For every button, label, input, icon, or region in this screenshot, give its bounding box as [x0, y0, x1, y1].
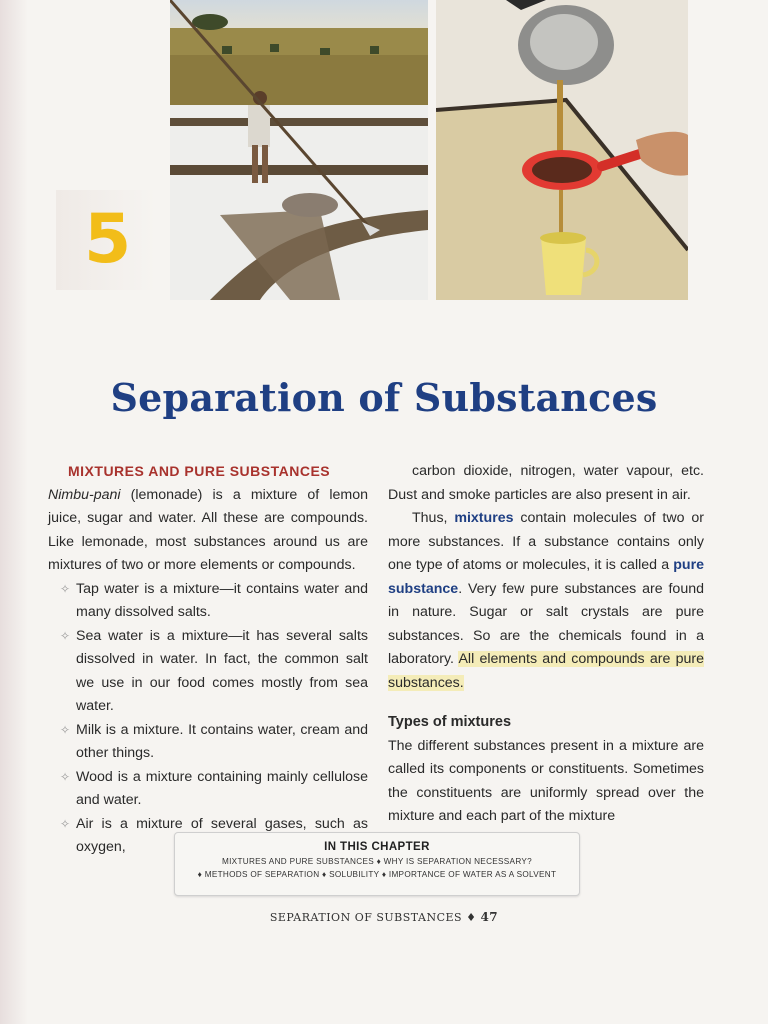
list-item: ✧ Milk is a mixture. It contains water, cream and other things.	[48, 719, 368, 766]
continuation-paragraph: carbon dioxide, nitrogen, water vapour, etc. Dust and smoke particles are also present in air.	[388, 463, 704, 503]
list-item: ✧ Tap water is a mixture—it contains water and many dissolved salts.	[48, 578, 368, 625]
in-this-chapter-title: IN THIS CHAPTER	[324, 841, 430, 853]
left-column	[48, 460, 368, 860]
chapter-topics-line-1: MIXTURES AND PURE SUBSTANCES ♦ WHY IS SEPARATION NECESSARY?	[221, 857, 532, 866]
subheading-types-of-mixtures: Types of mixtures	[388, 714, 512, 730]
mixture-examples-list	[48, 578, 368, 860]
diamond-bullet-icon: ✧	[60, 628, 71, 643]
intro-paragraph	[48, 484, 368, 578]
chapter-topics-line-2: ♦ METHODS OF SEPARATION ♦ SOLUBILITY ♦ IMPORTANCE OF WATER AS A SOLVENT	[197, 870, 557, 879]
keyword-pure-substance: pure substance	[388, 557, 704, 597]
diamond-bullet-icon: ✧	[60, 722, 71, 737]
running-title: SEPARATION OF SUBSTANCES	[269, 911, 463, 924]
highlighted-statement: All elements and compounds are pure substances.	[388, 651, 704, 691]
intro-text: (lemonade) is a mixture of lemon juice, sugar and water. All these are compounds. Like lemonade, most substances around us are mixtures of two or more elements or compounds.	[48, 486, 368, 573]
chapter-title: Separation of Substances	[110, 375, 658, 421]
keyword-mixtures: mixtures	[454, 510, 514, 526]
list-item: ✧ Air is a mixture of several gases, such as oxygen,	[48, 813, 368, 860]
diamond-bullet-icon: ✧	[60, 769, 71, 784]
right-column	[388, 460, 704, 829]
footer-separator-icon: ♦	[466, 911, 477, 924]
page-edge-shadow	[0, 0, 28, 1024]
section-heading-mixtures: MIXTURES AND PURE SUBSTANCES	[68, 463, 331, 479]
chapter-number: 5	[56, 190, 156, 290]
tea-strainer-photo	[436, 0, 688, 300]
page-footer	[0, 910, 768, 924]
in-this-chapter-box	[174, 832, 580, 896]
list-item: ✧ Sea water is a mixture—it has several salts dissolved in water. In fact, the common salt we use in our food comes mostly from sea water.	[48, 625, 368, 719]
intro-italic-term: Nimbu-pani	[48, 486, 121, 503]
types-paragraph: The different substances present in a mixture are called its components or constituents. Sometimes the constituents are uniformly spread over the mixture and each part of the mixture	[388, 737, 704, 824]
salt-pan-photo	[170, 0, 428, 300]
page-number: 47	[480, 910, 499, 924]
diamond-bullet-icon: ✧	[60, 816, 71, 831]
list-item: ✧ Wood is a mixture containing mainly cellulose and water.	[48, 766, 368, 813]
pure-substance-paragraph: Thus, mixtures contain molecules of two or more substances. If a substance contains only one type of atoms or molecules, it is called a pure substance. Very few pure substances are found in nature. Sugar or salt crystals are pure substances. So are the chemicals found in a laboratory. All elements and compounds are pure substances.	[388, 510, 704, 691]
diamond-bullet-icon: ✧	[60, 581, 71, 596]
